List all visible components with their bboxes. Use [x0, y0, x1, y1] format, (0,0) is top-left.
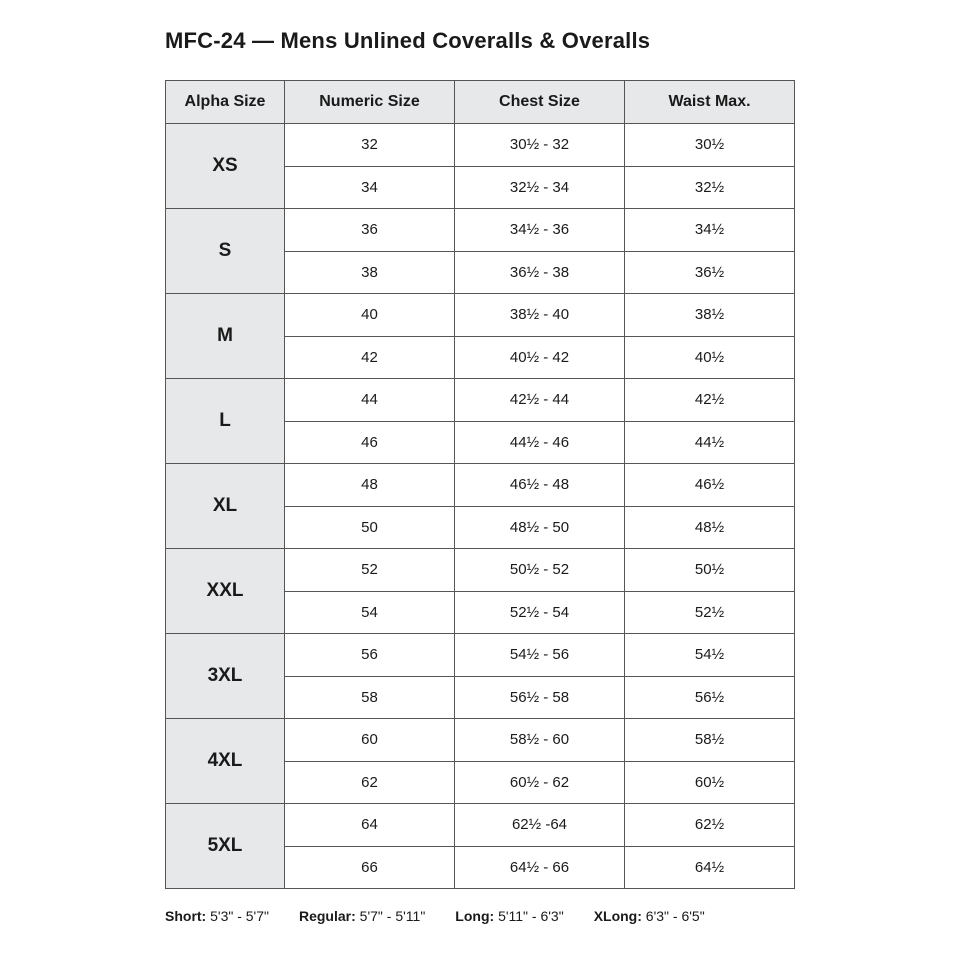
numeric-size-cell: 64: [285, 804, 455, 847]
numeric-size-cell: 32: [285, 124, 455, 167]
numeric-size-cell: 52: [285, 549, 455, 592]
table-row: [166, 464, 795, 507]
table-row: [166, 549, 795, 592]
waist-max-cell: 48½: [625, 506, 795, 549]
legend-regular: Regular: 5'7" - 5'11": [298, 908, 426, 924]
chest-size-cell: 34½ - 36: [455, 209, 625, 252]
table-body: [166, 124, 795, 889]
numeric-size-cell: 60: [285, 719, 455, 762]
waist-max-cell: 64½: [625, 846, 795, 889]
table-row: [166, 804, 795, 847]
waist-max-cell: 40½: [625, 336, 795, 379]
alpha-size-cell: M: [166, 294, 285, 379]
table-header-row: [166, 81, 795, 124]
legend-xlong: XLong: 6'3" - 6'5": [593, 908, 705, 924]
chest-size-cell: 50½ - 52: [455, 549, 625, 592]
waist-max-cell: 58½: [625, 719, 795, 762]
alpha-size-cell: 3XL: [166, 634, 285, 719]
numeric-size-cell: 40: [285, 294, 455, 337]
table-row: [166, 379, 795, 422]
chest-size-cell: 64½ - 66: [455, 846, 625, 889]
waist-max-cell: 32½: [625, 166, 795, 209]
chest-size-cell: 56½ - 58: [455, 676, 625, 719]
table-row: [166, 634, 795, 677]
waist-max-cell: 54½: [625, 634, 795, 677]
waist-max-cell: 36½: [625, 251, 795, 294]
chest-size-cell: 30½ - 32: [455, 124, 625, 167]
chest-size-cell: 36½ - 38: [455, 251, 625, 294]
numeric-size-cell: 56: [285, 634, 455, 677]
alpha-size-cell: XXL: [166, 549, 285, 634]
numeric-size-cell: 44: [285, 379, 455, 422]
alpha-size-cell: 5XL: [166, 804, 285, 889]
header-alpha-size: Alpha Size: [166, 81, 285, 124]
chest-size-cell: 44½ - 46: [455, 421, 625, 464]
numeric-size-cell: 38: [285, 251, 455, 294]
legend-short: Short: 5'3" - 5'7": [165, 908, 269, 924]
waist-max-cell: 46½: [625, 464, 795, 507]
alpha-size-cell: L: [166, 379, 285, 464]
alpha-size-cell: XS: [166, 124, 285, 209]
waist-max-cell: 60½: [625, 761, 795, 804]
chest-size-cell: 42½ - 44: [455, 379, 625, 422]
waist-max-cell: 42½: [625, 379, 795, 422]
size-chart-table: [165, 80, 795, 889]
header-chest-size: Chest Size: [455, 81, 625, 124]
alpha-size-cell: S: [166, 209, 285, 294]
chest-size-cell: 58½ - 60: [455, 719, 625, 762]
waist-max-cell: 44½: [625, 421, 795, 464]
chest-size-cell: 32½ - 34: [455, 166, 625, 209]
length-legend: [165, 908, 735, 924]
chest-size-cell: 38½ - 40: [455, 294, 625, 337]
chest-size-cell: 62½ -64: [455, 804, 625, 847]
chest-size-cell: 40½ - 42: [455, 336, 625, 379]
waist-max-cell: 34½: [625, 209, 795, 252]
header-waist-max: Waist Max.: [625, 81, 795, 124]
numeric-size-cell: 46: [285, 421, 455, 464]
chest-size-cell: 46½ - 48: [455, 464, 625, 507]
alpha-size-cell: XL: [166, 464, 285, 549]
waist-max-cell: 52½: [625, 591, 795, 634]
waist-max-cell: 56½: [625, 676, 795, 719]
waist-max-cell: 38½: [625, 294, 795, 337]
table-row: [166, 124, 795, 167]
numeric-size-cell: 62: [285, 761, 455, 804]
numeric-size-cell: 54: [285, 591, 455, 634]
legend-long: Long: 5'11" - 6'3": [455, 908, 564, 924]
table-row: [166, 294, 795, 337]
numeric-size-cell: 48: [285, 464, 455, 507]
waist-max-cell: 30½: [625, 124, 795, 167]
chest-size-cell: 48½ - 50: [455, 506, 625, 549]
chest-size-cell: 52½ - 54: [455, 591, 625, 634]
numeric-size-cell: 50: [285, 506, 455, 549]
alpha-size-cell: 4XL: [166, 719, 285, 804]
numeric-size-cell: 66: [285, 846, 455, 889]
waist-max-cell: 50½: [625, 549, 795, 592]
numeric-size-cell: 36: [285, 209, 455, 252]
table-row: [166, 719, 795, 762]
numeric-size-cell: 58: [285, 676, 455, 719]
chest-size-cell: 54½ - 56: [455, 634, 625, 677]
header-numeric-size: Numeric Size: [285, 81, 455, 124]
chest-size-cell: 60½ - 62: [455, 761, 625, 804]
page-title: MFC-24 — Mens Unlined Coveralls & Overalls: [165, 28, 651, 53]
numeric-size-cell: 34: [285, 166, 455, 209]
numeric-size-cell: 42: [285, 336, 455, 379]
table-row: [166, 209, 795, 252]
waist-max-cell: 62½: [625, 804, 795, 847]
